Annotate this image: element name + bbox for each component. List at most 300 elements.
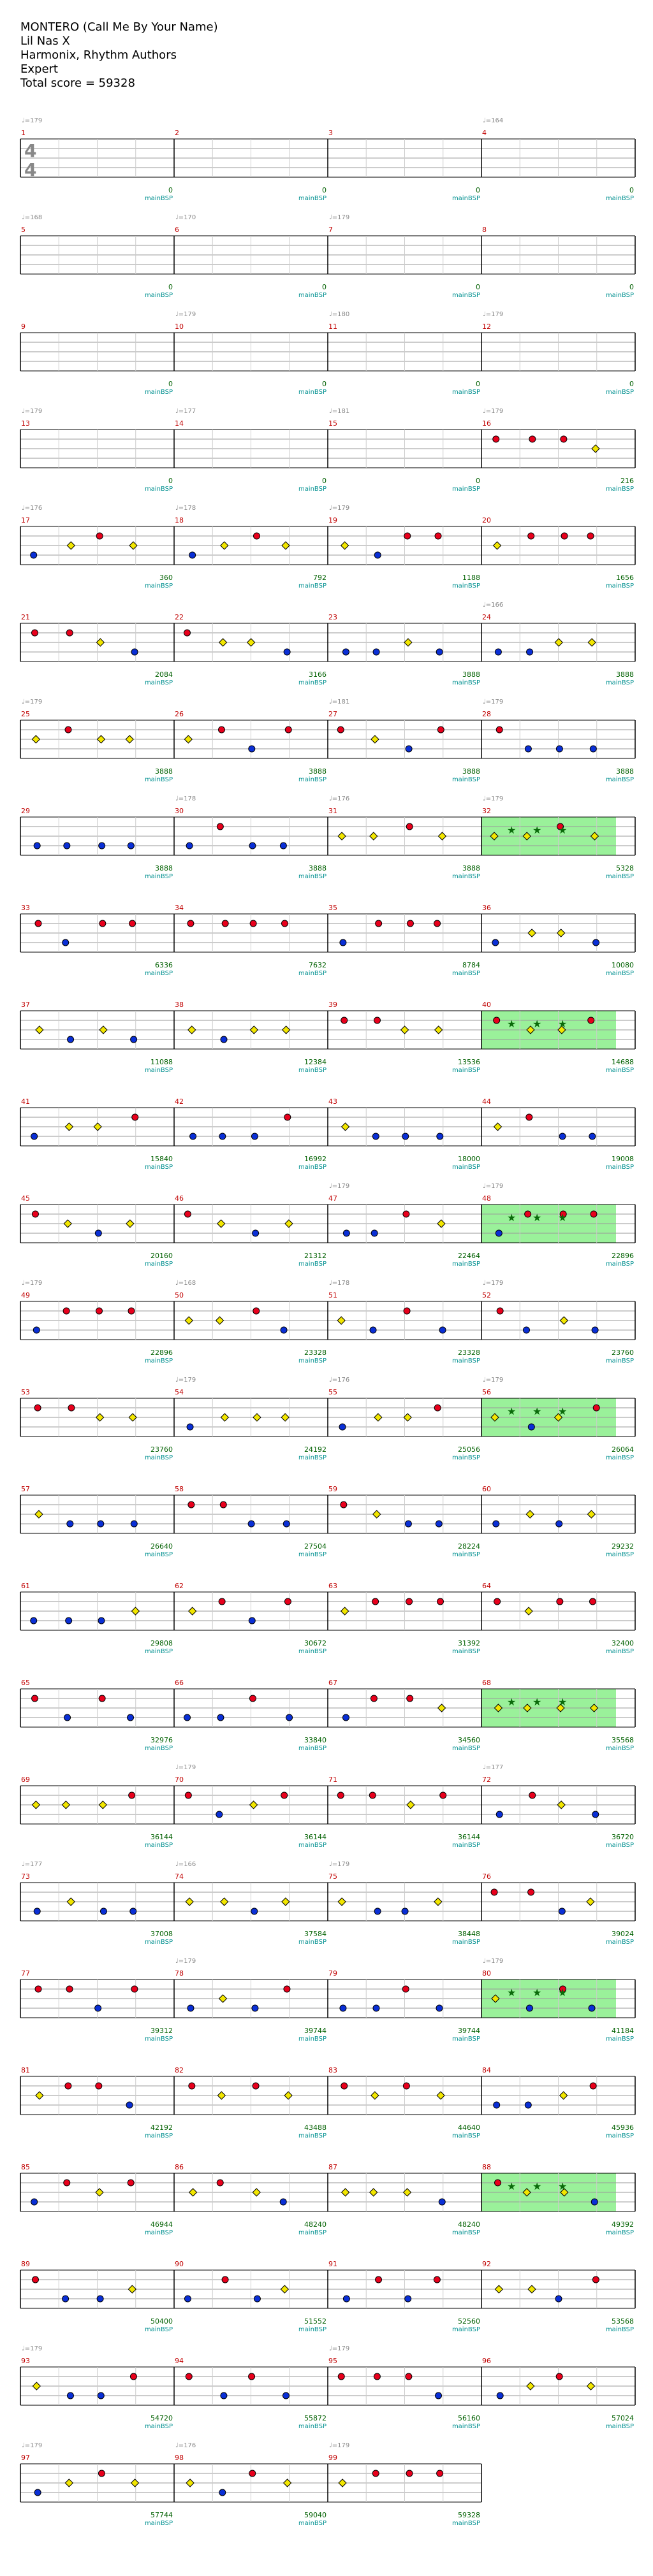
measure-number: 1 — [21, 129, 26, 137]
note-red — [32, 630, 38, 636]
note-yellow — [434, 1898, 442, 1906]
note-red — [189, 2083, 195, 2089]
section-label: mainBSP — [451, 1842, 480, 1849]
note-yellow — [435, 1026, 443, 1034]
note-blue — [373, 649, 379, 655]
note-yellow — [217, 2092, 225, 2099]
note-blue — [219, 2489, 226, 2496]
note-yellow — [221, 1414, 228, 1421]
note-red — [374, 2373, 380, 2380]
measure-number: 46 — [175, 1194, 184, 1203]
star-note: ★ — [507, 824, 517, 836]
section-label: mainBSP — [605, 970, 634, 977]
section-label: mainBSP — [144, 2423, 173, 2430]
note-yellow — [281, 1414, 289, 1421]
note-blue — [437, 1133, 443, 1140]
measure-score: 1188 — [462, 574, 480, 582]
measure-number: 30 — [175, 807, 184, 815]
measure-score: 0 — [476, 283, 480, 291]
note-blue — [249, 843, 256, 849]
measure-number: 66 — [175, 1679, 184, 1687]
tempo-marker: ♩=179 — [22, 2442, 43, 2449]
note-red — [128, 2180, 134, 2186]
measure-score: 792 — [313, 574, 326, 582]
measure-score: 20160 — [150, 1252, 173, 1260]
note-red — [32, 1211, 38, 1217]
note-red — [35, 920, 41, 927]
measure-score: 0 — [322, 186, 326, 194]
note-yellow — [592, 445, 599, 452]
note-blue — [131, 1036, 137, 1043]
measure-number: 10 — [175, 322, 184, 331]
note-blue — [340, 939, 346, 946]
note-yellow — [188, 1026, 196, 1034]
measure-number: 57 — [21, 1485, 30, 1493]
measure-number: 98 — [175, 2454, 184, 2462]
note-red — [402, 1986, 409, 1992]
note-blue — [374, 1908, 381, 1914]
note-blue — [281, 1327, 287, 1333]
measure-number: 26 — [175, 710, 184, 718]
note-yellow — [186, 1898, 193, 1906]
note-yellow — [128, 2285, 136, 2293]
section-label: mainBSP — [298, 2326, 326, 2333]
tempo-marker: ♩=176 — [329, 1377, 350, 1384]
song-title: MONTERO (Call Me By Your Name) — [20, 20, 218, 34]
note-yellow — [131, 2479, 139, 2487]
note-yellow — [371, 735, 379, 743]
section-label: mainBSP — [298, 2423, 326, 2430]
measure-number: 18 — [175, 516, 184, 525]
note-blue — [436, 649, 443, 655]
note-blue — [186, 843, 193, 849]
measure-score: 8784 — [462, 961, 480, 969]
tempo-marker: ♩=176 — [22, 505, 43, 512]
note-red — [129, 1792, 135, 1798]
note-red — [64, 2180, 70, 2186]
section-label: mainBSP — [298, 1164, 326, 1171]
measure-number: 55 — [328, 1388, 337, 1396]
note-blue — [64, 843, 70, 849]
measure-number: 70 — [175, 1776, 184, 1784]
note-yellow — [342, 2189, 349, 2196]
note-red — [188, 1501, 194, 1508]
tempo-marker: ♩=166 — [175, 1861, 196, 1868]
note-yellow — [219, 639, 227, 646]
note-blue — [68, 1036, 74, 1043]
note-blue — [402, 1908, 408, 1914]
section-label: mainBSP — [605, 1164, 634, 1171]
note-red — [376, 920, 382, 927]
section-label: mainBSP — [144, 486, 173, 493]
measure-number: 3 — [328, 129, 333, 137]
note-yellow — [587, 1898, 594, 1906]
note-yellow — [189, 2189, 197, 2196]
star-note: ★ — [558, 1986, 568, 1999]
measure-score: 7632 — [309, 961, 326, 969]
note-blue — [187, 2005, 194, 2011]
measure-number: 8 — [482, 226, 487, 234]
note-yellow — [221, 542, 228, 549]
song-artist: Lil Nas X — [20, 34, 70, 48]
note-blue — [436, 1521, 442, 1527]
note-red — [561, 533, 568, 539]
measure-score: 0 — [168, 186, 173, 194]
tempo-marker: ♩=179 — [483, 1377, 504, 1384]
measure-score: 3888 — [155, 767, 173, 776]
note-red — [437, 727, 444, 733]
note-red — [374, 1017, 380, 1024]
measure-score: 18000 — [458, 1155, 480, 1163]
tempo-marker: ♩=164 — [483, 117, 504, 124]
measure-score: 0 — [322, 477, 326, 485]
song-difficulty: Expert — [20, 62, 58, 76]
measure-score: 27504 — [304, 1542, 326, 1551]
tempo-marker: ♩=179 — [483, 795, 504, 802]
note-blue — [592, 1327, 598, 1333]
star-note: ★ — [507, 1696, 517, 1708]
note-blue — [439, 2199, 445, 2205]
measure-score: 23328 — [304, 1349, 326, 1357]
note-blue — [343, 2296, 349, 2302]
measure-score: 36144 — [150, 1833, 173, 1841]
note-yellow — [495, 2285, 503, 2293]
tempo-marker: ♩=177 — [175, 408, 196, 415]
measure-score: 49392 — [612, 2220, 634, 2229]
measure-number: 47 — [328, 1194, 337, 1203]
note-red — [63, 1308, 70, 1314]
note-red — [281, 1792, 288, 1798]
section-label: mainBSP — [298, 1261, 326, 1268]
measure-number: 7 — [328, 226, 333, 234]
note-yellow — [126, 735, 133, 743]
measure-number: 50 — [175, 1291, 184, 1299]
note-blue — [126, 2102, 133, 2108]
note-blue — [252, 2005, 258, 2011]
note-red — [369, 1792, 376, 1798]
note-blue — [98, 1617, 105, 1624]
tempo-marker: ♩=179 — [329, 2442, 350, 2449]
note-blue — [525, 2102, 531, 2108]
measure-number: 27 — [328, 710, 337, 718]
note-red — [496, 727, 503, 733]
measure-number: 29 — [21, 807, 30, 815]
note-yellow — [371, 2092, 379, 2099]
measure-score: 50400 — [150, 2317, 173, 2326]
measure-number: 24 — [482, 613, 491, 621]
note-red — [222, 2276, 228, 2283]
note-blue — [435, 2392, 441, 2399]
note-red — [437, 1598, 443, 1605]
measure-score: 22896 — [612, 1252, 634, 1260]
section-label: mainBSP — [451, 1454, 480, 1461]
note-red — [556, 2373, 562, 2380]
measure-number: 35 — [328, 904, 337, 912]
note-red — [494, 1017, 500, 1024]
note-red — [65, 727, 71, 733]
note-yellow — [404, 1414, 411, 1421]
note-blue — [184, 1714, 191, 1721]
note-yellow — [65, 1123, 73, 1131]
note-yellow — [32, 1801, 40, 1809]
measure-number: 31 — [328, 807, 337, 815]
measure-number: 37 — [21, 1001, 30, 1009]
note-blue — [34, 843, 40, 849]
measure-score: 24192 — [304, 1445, 326, 1454]
note-yellow — [587, 1510, 595, 1518]
measure-score: 46944 — [150, 2220, 173, 2229]
section-label: mainBSP — [451, 195, 480, 202]
note-red — [341, 1017, 348, 1024]
measure-number: 44 — [482, 1097, 491, 1106]
note-blue — [251, 1908, 258, 1914]
note-blue — [373, 2005, 379, 2011]
note-blue — [216, 1811, 223, 1818]
measure-score: 3888 — [462, 670, 480, 679]
note-yellow — [525, 1607, 532, 1615]
note-red — [372, 2470, 379, 2477]
section-label: mainBSP — [451, 679, 480, 686]
note-blue — [589, 2005, 595, 2011]
tempo-marker: ♩=179 — [22, 1280, 43, 1287]
note-red — [130, 2373, 136, 2380]
measure-score: 48240 — [304, 2220, 326, 2229]
section-label: mainBSP — [144, 1164, 173, 1171]
measure-number: 96 — [482, 2357, 491, 2365]
note-red — [222, 920, 228, 927]
star-note: ★ — [532, 2180, 542, 2192]
note-yellow — [281, 2285, 288, 2293]
section-label: mainBSP — [605, 389, 634, 396]
section-label: mainBSP — [451, 776, 480, 783]
measure-number: 52 — [482, 1291, 491, 1299]
note-blue — [527, 649, 533, 655]
measure-number: 2 — [175, 129, 179, 137]
tempo-marker: ♩=176 — [175, 2442, 196, 2449]
tempo-marker: ♩=179 — [175, 1958, 196, 1965]
measure-score: 57024 — [612, 2414, 634, 2422]
measure-number: 76 — [482, 1872, 491, 1881]
measure-score: 0 — [168, 283, 173, 291]
measure-number: 75 — [328, 1872, 337, 1881]
note-yellow — [216, 1317, 224, 1324]
note-red — [404, 533, 411, 539]
measure-number: 32 — [482, 807, 491, 815]
note-blue — [372, 1133, 379, 1140]
measure-number: 36 — [482, 904, 491, 912]
note-blue — [592, 1811, 599, 1818]
note-red — [66, 630, 73, 636]
measure-score: 29808 — [150, 1639, 173, 1647]
measure-number: 80 — [482, 1969, 491, 1978]
note-blue — [342, 1714, 349, 1721]
measure-score: 3166 — [309, 670, 326, 679]
note-yellow — [342, 1123, 349, 1131]
measure-score: 3888 — [616, 670, 634, 679]
measure-number: 56 — [482, 1388, 491, 1396]
note-blue — [556, 746, 562, 752]
measure-score: 0 — [476, 477, 480, 485]
star-note: ★ — [558, 2180, 568, 2192]
note-red — [588, 1017, 594, 1024]
section-label: mainBSP — [451, 486, 480, 493]
measure-score: 43488 — [304, 2124, 326, 2132]
section-label: mainBSP — [298, 292, 326, 299]
measure-number: 13 — [21, 419, 30, 428]
section-label: mainBSP — [298, 1357, 326, 1364]
section-label: mainBSP — [605, 776, 634, 783]
section-label: mainBSP — [144, 292, 173, 299]
section-label: mainBSP — [144, 1357, 173, 1364]
note-red — [371, 1695, 377, 1702]
measure-score: 25056 — [458, 1445, 480, 1454]
measure-score: 51552 — [304, 2317, 326, 2326]
note-yellow — [189, 1607, 196, 1615]
section-label: mainBSP — [144, 2229, 173, 2236]
star-note: ★ — [507, 1212, 517, 1224]
note-red — [491, 1889, 497, 1895]
tempo-marker: ♩=179 — [483, 1280, 504, 1287]
measure-number: 12 — [482, 322, 491, 331]
section-label: mainBSP — [451, 1551, 480, 1558]
star-note: ★ — [558, 1696, 568, 1708]
measure-score: 22464 — [458, 1252, 480, 1260]
measure-number: 20 — [482, 516, 491, 525]
measure-score: 45936 — [612, 2124, 634, 2132]
note-yellow — [528, 2285, 536, 2293]
time-signature-top: 4 — [24, 140, 37, 161]
tempo-marker: ♩=179 — [483, 698, 504, 706]
measure-number: 73 — [21, 1872, 30, 1881]
measure-score: 26640 — [150, 1542, 173, 1551]
section-label: mainBSP — [605, 1454, 634, 1461]
note-blue — [34, 2489, 41, 2496]
note-blue — [31, 1133, 38, 1140]
note-red — [341, 2083, 348, 2089]
section-label: mainBSP — [605, 195, 634, 202]
section-label: mainBSP — [298, 1939, 326, 1946]
section-label: mainBSP — [144, 389, 173, 396]
star-note: ★ — [532, 1212, 542, 1224]
section-label: mainBSP — [298, 582, 326, 590]
note-blue — [187, 1424, 193, 1430]
tempo-marker: ♩=179 — [329, 1861, 350, 1868]
note-yellow — [401, 1026, 409, 1034]
section-label: mainBSP — [298, 1067, 326, 1074]
note-yellow — [219, 1995, 227, 2002]
section-label: mainBSP — [298, 970, 326, 977]
measure-number: 64 — [482, 1582, 491, 1590]
note-yellow — [338, 1898, 346, 1906]
measure-score: 22896 — [150, 1349, 173, 1357]
note-blue — [497, 2392, 503, 2399]
measure-number: 81 — [21, 2066, 30, 2074]
note-blue — [31, 2199, 38, 2205]
note-blue — [492, 939, 499, 946]
note-yellow — [494, 1123, 502, 1131]
note-yellow — [62, 1801, 70, 1809]
note-red — [219, 1598, 225, 1605]
section-label: mainBSP — [144, 1454, 173, 1461]
note-yellow — [282, 1026, 290, 1034]
section-label: mainBSP — [605, 2132, 634, 2139]
note-blue — [184, 2296, 191, 2302]
tempo-marker: ♩=170 — [175, 214, 196, 221]
section-label: mainBSP — [605, 292, 634, 299]
note-blue — [405, 2296, 411, 2302]
tempo-marker: ♩=176 — [329, 795, 350, 802]
section-label: mainBSP — [451, 1939, 480, 1946]
note-red — [338, 2373, 344, 2380]
note-yellow — [337, 1317, 345, 1324]
note-yellow — [373, 1510, 381, 1518]
note-yellow — [494, 542, 501, 549]
note-yellow — [560, 2092, 568, 2099]
note-blue — [100, 1908, 106, 1914]
note-blue — [374, 552, 381, 558]
note-red — [96, 533, 103, 539]
measure-score: 15840 — [150, 1155, 173, 1163]
measure-score: 2084 — [155, 670, 173, 679]
note-red — [187, 920, 194, 927]
measure-score: 52560 — [458, 2317, 480, 2326]
measure-score: 0 — [476, 186, 480, 194]
note-yellow — [253, 2189, 260, 2196]
note-red — [96, 2083, 102, 2089]
note-blue — [402, 1133, 409, 1140]
note-red — [253, 1308, 260, 1314]
note-blue — [493, 1521, 499, 1527]
measure-number: 86 — [175, 2163, 184, 2171]
measure-score: 23760 — [612, 1349, 634, 1357]
note-blue — [494, 2102, 500, 2108]
star-note: ★ — [558, 1405, 568, 1417]
measure-score: 39312 — [150, 2027, 173, 2035]
measure-number: 71 — [328, 1776, 337, 1784]
measure-score: 3888 — [155, 864, 173, 872]
note-red — [589, 1598, 596, 1605]
note-yellow — [555, 639, 562, 646]
note-red — [557, 1598, 563, 1605]
measure-number: 87 — [328, 2163, 337, 2171]
section-label: mainBSP — [144, 1067, 173, 1074]
tempo-marker: ♩=179 — [329, 1183, 350, 1190]
measure-number: 99 — [328, 2454, 337, 2462]
star-note: ★ — [507, 1018, 517, 1030]
note-blue — [98, 1521, 104, 1527]
note-red — [99, 920, 106, 927]
tempo-marker: ♩=179 — [483, 1958, 504, 1965]
measure-score: 44640 — [458, 2124, 480, 2132]
measure-score: 56160 — [458, 2414, 480, 2422]
note-red — [131, 1986, 138, 1992]
note-blue — [439, 1327, 446, 1333]
note-yellow — [185, 1317, 193, 1324]
note-blue — [248, 1521, 254, 1527]
measure-score: 32400 — [612, 1639, 634, 1647]
measure-number: 49 — [21, 1291, 30, 1299]
measure-score: 37008 — [150, 1930, 173, 1938]
note-red — [250, 920, 256, 927]
note-yellow — [338, 832, 346, 840]
tempo-marker: ♩=179 — [22, 117, 43, 124]
section-label: mainBSP — [298, 776, 326, 783]
note-blue — [98, 2392, 104, 2399]
note-blue — [559, 1133, 566, 1140]
measure-score: 10080 — [612, 961, 634, 969]
tempo-marker: ♩=177 — [22, 1861, 43, 1868]
note-red — [218, 727, 224, 733]
